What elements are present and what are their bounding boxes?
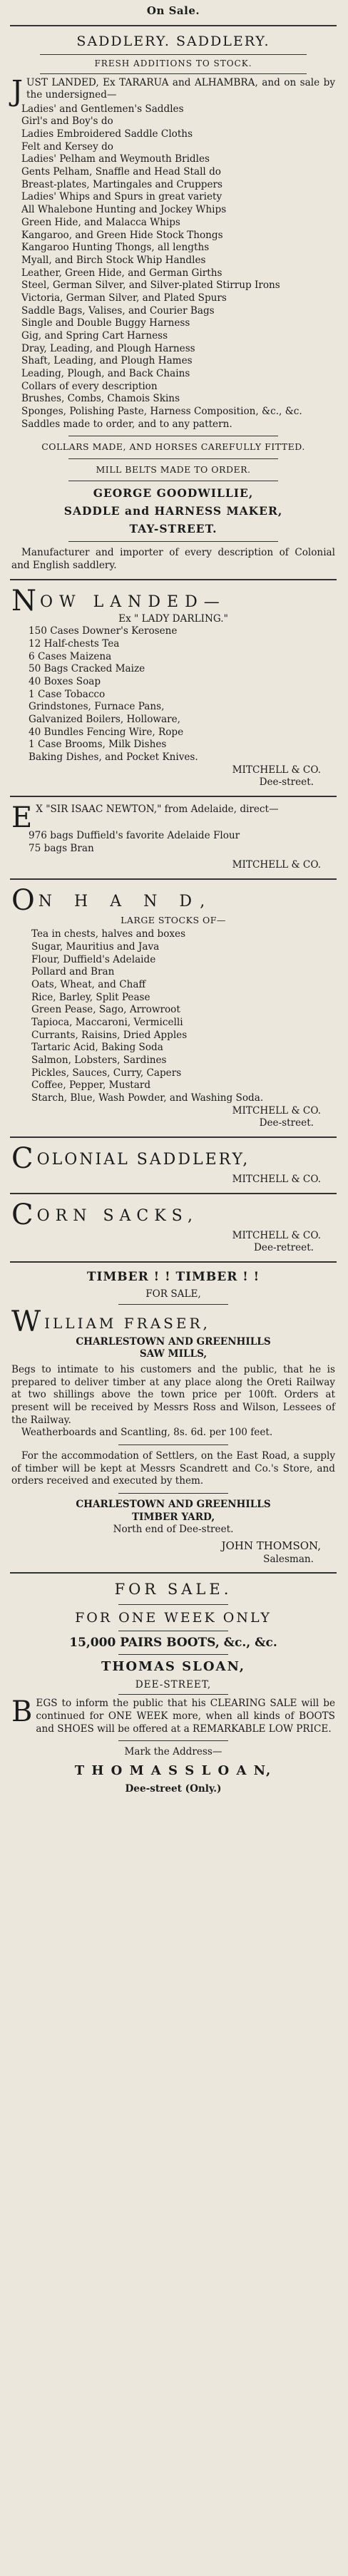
list-item: Kangaroo, and Green Hide Stock Thongs (21, 229, 223, 241)
divider (10, 1261, 337, 1263)
list-item: Tartaric Acid, Baking Soda (31, 1042, 163, 1054)
drop-cap: B (11, 1695, 33, 1729)
drop-cap: C (11, 1141, 34, 1175)
list-item: Ladies' Whips and Spurs in great variety (21, 191, 222, 203)
isaac-newton-ad (10, 801, 337, 872)
now-landed-title: OW LANDED— (40, 592, 226, 611)
divider (40, 73, 307, 74)
divider (118, 1493, 228, 1494)
merchant-street: Dee-retreet. (254, 1242, 314, 1254)
list-item: Felt and Kersey do (21, 140, 113, 153)
list-item: Rice, Barley, Split Pease (31, 991, 150, 1003)
landed-item-list (11, 625, 335, 764)
divider (10, 796, 337, 797)
merchant-street: Dee-street. (259, 776, 314, 789)
saddlery-subtitle: FRESH ADDITIONS TO STOCK. (94, 58, 252, 69)
drop-cap: E (11, 801, 33, 834)
list-item: Brushes, Combs, Chamois Skins (21, 393, 180, 405)
boots-mark-address: Mark the Address— (124, 1746, 222, 1758)
divider (40, 54, 307, 55)
boots-pairs: 15,000 PAIRS BOOTS, &c., &c. (69, 1636, 277, 1651)
list-item: Dray, Leading, and Plough Harness (21, 342, 195, 354)
salesman-role: Salesman. (263, 1553, 314, 1565)
on-hand-ad (10, 883, 337, 1130)
drop-cap: W (11, 1305, 41, 1338)
isaac-intro: X "SIR ISAAC NEWTON," from Adelaide, direct— (36, 803, 279, 815)
list-item: Single and Double Buggy Harness (21, 317, 190, 329)
list-item: Green Pease, Sago, Arrowroot (31, 1004, 180, 1016)
boots-one-week: FOR ONE WEEK ONLY (75, 1609, 272, 1626)
large-stocks-label: LARGE STOCKS OF— (121, 914, 226, 925)
saddler-street: TAY-STREET. (129, 522, 218, 536)
list-item: Ladies Embroidered Saddle Cloths (21, 128, 193, 140)
merchant-signature: MITCHELL & CO. (232, 764, 321, 776)
divider (10, 25, 337, 26)
divider (68, 541, 278, 542)
saddlery-item-list (11, 103, 335, 419)
list-item: Leading, Plough, and Back Chains (21, 367, 190, 379)
divider (10, 579, 337, 580)
drop-cap: O (11, 883, 35, 917)
list-item: Myall, and Birch Stock Whip Handles (21, 254, 206, 266)
timber-paragraph-3: For the accommodation of Settlers, on the East Road, a supply of timber will be kept at Messrs Scandrett and Co.'s Store, and orders received and executed by them. (11, 1450, 335, 1487)
now-landed-ad (10, 584, 337, 789)
timber-paragraph-2: Weatherboards and Scantling, 8s. 6d. per 100 feet. (21, 1427, 273, 1439)
list-item: Girl's and Boy's do (21, 116, 113, 128)
saddler-trade: SADDLE and HARNESS MAKER, (63, 503, 283, 518)
ship-name: Ex " LADY DARLING." (118, 612, 228, 625)
merchant-signature: MITCHELL & CO. (232, 1229, 321, 1241)
list-item: Saddle Bags, Valises, and Courier Bags (21, 304, 215, 317)
isaac-item-list (11, 830, 335, 855)
list-item: 50 Bags Cracked Maize (29, 663, 145, 675)
divider (10, 1572, 337, 1574)
boots-merchant-name: THOMAS SLOAN, (101, 1659, 246, 1675)
timber-ad (10, 1269, 337, 1566)
list-item: Oats, Wheat, and Chaff (31, 978, 146, 990)
list-item: Tea in chests, halves and boxes (31, 928, 186, 940)
saddler-name: GEORGE GOODWILLIE, (93, 486, 254, 500)
timber-merchant-name: ILLIAM FRASER, (44, 1314, 210, 1332)
drop-cap: N (11, 584, 36, 617)
divider (118, 1654, 228, 1655)
list-item: Sugar, Mauritius and Java (31, 940, 160, 953)
divider (10, 1136, 337, 1138)
divider (68, 458, 278, 459)
list-item: Breast-plates, Martingales and Cruppers (21, 178, 222, 190)
list-item: Gents Pelham, Snaffle and Head Stall do (21, 166, 221, 178)
timber-yard-line-3: North end of Dee-street. (113, 1524, 234, 1536)
timber-paragraph-1: Begs to intimate to his customers and the public, that he is prepared to deliver timber at any place along the Oreti Railway at two shillings above the town price per 100ft. Orders at present will be received by Messrs Ross and Wilson, Lessees of the Railway. (11, 1364, 335, 1426)
list-item: Shaft, Leading, and Plough Hames (21, 355, 193, 367)
merchant-signature: MITCHELL & CO. (232, 1104, 321, 1117)
list-item: Green Hide, and Malacca Whips (21, 216, 180, 228)
list-item: Salmon, Lobsters, Sardines (31, 1054, 167, 1066)
list-item: Currants, Raisins, Dried Apples (31, 1029, 188, 1041)
list-item: 976 bags Duffield's favorite Adelaide Flour (29, 829, 240, 841)
corn-sacks-ad (10, 1198, 337, 1255)
divider (118, 1740, 228, 1741)
list-item: Flour, Duffield's Adelaide (31, 953, 156, 965)
belts-note: MILL BELTS MADE TO ORDER. (96, 463, 251, 475)
corn-title: ORN SACKS, (36, 1206, 198, 1225)
saddlery-intro: UST LANDED, Ex TARARUA and ALHAMBRA, and on sale by the undersigned— (26, 76, 335, 101)
saddlery-title: SADDLERY. SADDLERY. (76, 33, 270, 49)
on-sale-header: On Sale. (146, 4, 200, 17)
drop-cap: J (11, 74, 24, 108)
divider (10, 1193, 337, 1194)
drop-cap: C (11, 1198, 34, 1231)
list-item: Leather, Green Hide, and German Girths (21, 267, 222, 279)
list-item: 1 Case Brooms, Milk Dishes (29, 739, 167, 751)
boots-name-large: T H O M A S S L O A N, (74, 1763, 272, 1779)
salesman-name: JOHN THOMSON, (221, 1539, 321, 1553)
list-item: Grindstones, Furnace Pans, (29, 701, 165, 713)
list-item: All Whalebone Hunting and Jockey Whips (21, 204, 227, 216)
list-item: Baking Dishes, and Pocket Knives. (29, 751, 198, 763)
list-item: Victoria, German Silver, and Plated Spurs (21, 292, 227, 304)
saddlery-footer: Manufacturer and importer of every description of Colonial and English saddlery. (11, 547, 335, 571)
list-item: 150 Cases Downer's Kerosene (29, 625, 178, 637)
divider (118, 1444, 228, 1445)
list-item: Kangaroo Hunting Thongs, all lengths (21, 242, 210, 254)
list-item: Coffee, Pepper, Mustard (31, 1079, 151, 1092)
list-item: Sponges, Polishing Paste, Harness Composition, &c., &c. (21, 405, 302, 417)
list-item: Collars of every description (21, 380, 158, 392)
list-item: 6 Cases Maizena (29, 650, 112, 662)
colonial-title: OLONIAL SADDLERY, (36, 1150, 250, 1169)
timber-title: TIMBER ! ! TIMBER ! ! (86, 1269, 260, 1284)
list-item: 40 Bundles Fencing Wire, Rope (29, 726, 184, 738)
colonial-saddlery-ad (10, 1141, 337, 1186)
list-item: Pollard and Bran (31, 966, 115, 978)
list-item: Starch, Blue, Wash Powder, and Washing Soda. (31, 1092, 264, 1104)
divider (118, 1604, 228, 1605)
timber-for-sale: FOR SALE, (145, 1288, 201, 1300)
stock-item-list (11, 928, 335, 1104)
boots-for-sale: FOR SALE. (114, 1581, 232, 1599)
list-item: Ladies' Pelham and Weymouth Bridles (21, 153, 210, 165)
timber-mills: CHARLESTOWN AND GREENHILLS (76, 1335, 271, 1348)
list-item: Ladies' and Gentlemen's Saddles (21, 103, 184, 115)
list-item: Pickles, Sauces, Curry, Capers (31, 1067, 182, 1079)
saddlery-closing: Saddles made to order, and to any pattern. (21, 418, 232, 430)
timber-yard-line-2: TIMBER YARD, (131, 1511, 215, 1523)
divider (118, 1694, 228, 1695)
collars-note: COLLARS MADE, AND HORSES CAREFULLY FITTED. (41, 441, 305, 453)
merchant-street: Dee-street. (259, 1117, 314, 1129)
saddlery-ad (10, 33, 337, 573)
boots-ad (10, 1580, 337, 1795)
list-item: Tapioca, Maccaroni, Vermicelli (31, 1016, 183, 1028)
divider (118, 1304, 228, 1305)
timber-yard-line-1: CHARLESTOWN AND GREENHILLS (76, 1499, 271, 1511)
list-item: Steel, German Silver, and Silver-plated Stirrup Irons (21, 279, 280, 292)
list-item: 75 bags Bran (29, 842, 94, 854)
on-hand-title: N H A N D, (38, 892, 214, 910)
list-item: 12 Half-chests Tea (29, 637, 120, 650)
merchant-signature: MITCHELL & CO. (232, 859, 321, 871)
boots-only: Dee-street (Only.) (125, 1782, 222, 1795)
divider (10, 878, 337, 880)
boots-street: DEE-STREET, (135, 1678, 212, 1690)
merchant-signature: MITCHELL & CO. (232, 1173, 321, 1185)
list-item: 1 Case Tobacco (29, 688, 106, 700)
list-item: Gig, and Spring Cart Harness (21, 329, 168, 342)
list-item: 40 Boxes Soap (29, 675, 101, 687)
list-item: Galvanized Boilers, Holloware, (29, 713, 180, 725)
boots-paragraph: EGS to inform the public that his CLEARING SALE will be continued for ONE WEEK more, when all kinds of BOOTS and SHOES will be offered at a REMARKABLE LOW PRICE. (36, 1698, 335, 1735)
timber-saw-mills: SAW MILLS, (139, 1348, 208, 1360)
